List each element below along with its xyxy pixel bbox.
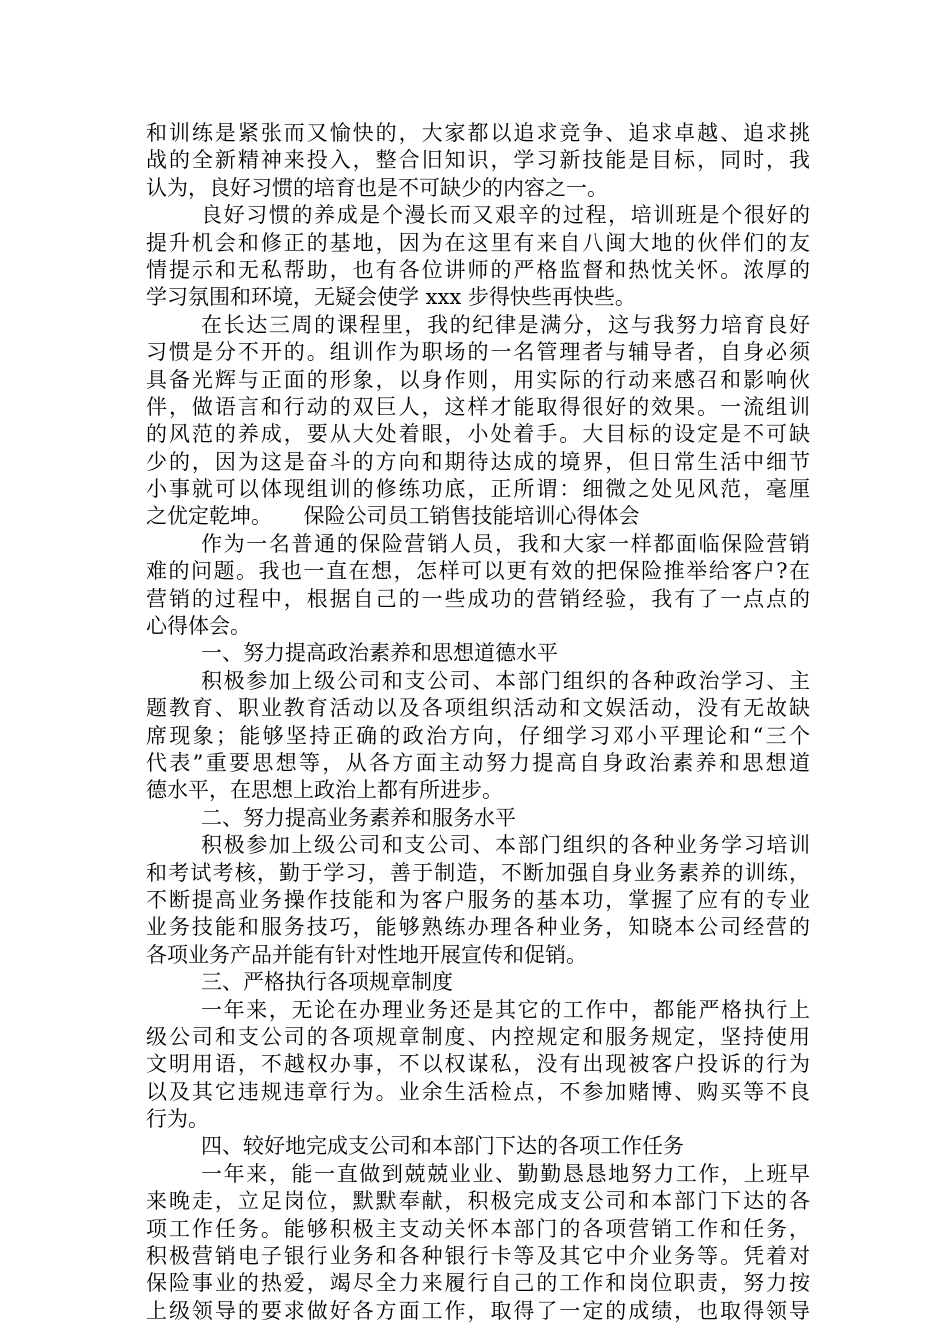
text-line: 一、努力提高政治素养和思想道德水平 bbox=[201, 641, 558, 666]
text-line: 德水平，在思想上政治上都有所进步。 bbox=[146, 778, 503, 803]
text-line: 代表”重要思想等，从各方面主动努力提高自身政治素养和思想道 bbox=[146, 750, 810, 775]
text-line: 作为一名普通的保险营销人员，我和大家一样都面临保险营销 bbox=[201, 531, 810, 556]
text-line: 提升机会和修正的基地，因为在这里有来自八闽大地的伙伴们的友 bbox=[146, 230, 810, 255]
text-line: 一年来，能一直做到兢兢业业、勤勤恳恳地努力工作，上班早 bbox=[201, 1161, 810, 1186]
text-line: 在长达三周的课程里，我的纪律是满分，这与我努力培育良好 bbox=[201, 312, 810, 337]
text-line: 四、较好地完成支公司和本部门下达的各项工作任务 bbox=[201, 1134, 684, 1159]
text-line: 不断提高业务操作技能和为客户服务的基本功，掌握了应有的专业 bbox=[146, 887, 810, 912]
text-line: 二、努力提高业务素养和服务水平 bbox=[201, 805, 516, 830]
text-line: 一年来，无论在办理业务还是其它的工作中，都能严格执行上 bbox=[201, 997, 810, 1022]
text-line: 战的全新精神来投入，整合旧知识，学习新技能是目标，同时，我 bbox=[146, 148, 810, 173]
text-line: 少的，因为这是奋斗的方向和期待达成的境界，但日常生活中细节 bbox=[146, 449, 810, 474]
text-line: 难的问题。我也一直在想，怎样可以更有效的把保险推举给客户?在 bbox=[146, 559, 810, 584]
text-line: 项工作任务。能够积极主支动关怀本部门的各项营销工作和任务， bbox=[146, 1216, 810, 1241]
text-line: 营销的过程中，根据自己的一些成功的营销经验，我有了一点点的 bbox=[146, 586, 810, 611]
text-line: 积极参加上级公司和支公司、本部门组织的各种业务学习培训 bbox=[201, 833, 810, 858]
text-line: 保险事业的热爱，竭尽全力来履行自己的工作和岗位职责，努力按 bbox=[146, 1271, 810, 1296]
text-line: 积极参加上级公司和支公司、本部门组织的各种政治学习、主 bbox=[201, 668, 810, 693]
text-line: 具备光辉与正面的形象，以身作则，用实际的行动来感召和影响伙 bbox=[146, 367, 810, 392]
text-line: 情提示和无私帮助，也有各位讲师的严格监督和热忱关怀。浓厚的 bbox=[146, 257, 810, 282]
text-line: 之优定乾坤。 保险公司员工销售技能培训心得体会 bbox=[146, 504, 640, 529]
text-line: 题教育、职业教育活动以及各项组织活动和文娱活动，没有无故缺 bbox=[146, 696, 810, 721]
text-line: 和考试考核，勤于学习，善于制造，不断加强自身业务素养的训练， bbox=[146, 860, 810, 885]
text-line: 各项业务产品并能有针对性地开展宣传和促销。 bbox=[146, 942, 587, 967]
text-line: 积极营销电子银行业务和各种银行卡等及其它中介业务等。凭着对 bbox=[146, 1244, 810, 1269]
text-line: 习惯是分不开的。组训作为职场的一名管理者与辅导者，自身必须 bbox=[146, 340, 810, 365]
text-line: 伴，做语言和行动的双巨人，这样才能取得很好的效果。一流组训 bbox=[146, 394, 810, 419]
text-line: 小事就可以体现组训的修练功底，正所谓：细微之处见风范，毫厘 bbox=[146, 477, 810, 502]
text-line: 上级领导的要求做好各方面工作，取得了一定的成绩，也取得领导 bbox=[146, 1298, 810, 1323]
text-line: 学习氛围和环境，无疑会使学 xxx 步得快些再快些。 bbox=[146, 285, 636, 310]
text-line: 文明用语，不越权办事，不以权谋私，没有出现被客户投诉的行为 bbox=[146, 1052, 810, 1077]
text-line: 来晚走，立足岗位，默默奉献，积极完成支公司和本部门下达的各 bbox=[146, 1189, 810, 1214]
text-line: 认为，良好习惯的培育也是不可缺少的内容之一。 bbox=[146, 175, 608, 200]
text-line: 以及其它违规违章行为。业余生活检点，不参加赌博、购买等不良 bbox=[146, 1079, 810, 1104]
text-line: 心得体会。 bbox=[146, 614, 251, 639]
text-line: 的风范的养成，要从大处着眼，小处着手。大目标的设定是不可缺 bbox=[146, 422, 810, 447]
text-line: 行为。 bbox=[146, 1107, 209, 1132]
text-line: 席现象；能够坚持正确的政治方向，仔细学习邓小平理论和“三个 bbox=[146, 723, 810, 748]
text-line: 级公司和支公司的各项规章制度、内控规定和服务规定，坚持使用 bbox=[146, 1024, 810, 1049]
text-line: 业务技能和服务技巧，能够熟练办理各种业务，知晓本公司经营的 bbox=[146, 915, 810, 940]
text-line: 和训练是紧张而又愉快的，大家都以追求竞争、追求卓越、追求挑 bbox=[146, 121, 810, 145]
text-line: 三、严格执行各项规章制度 bbox=[201, 970, 453, 995]
document-body bbox=[146, 120, 810, 1325]
text-line: 良好习惯的养成是个漫长而又艰辛的过程，培训班是个很好的 bbox=[201, 203, 810, 228]
